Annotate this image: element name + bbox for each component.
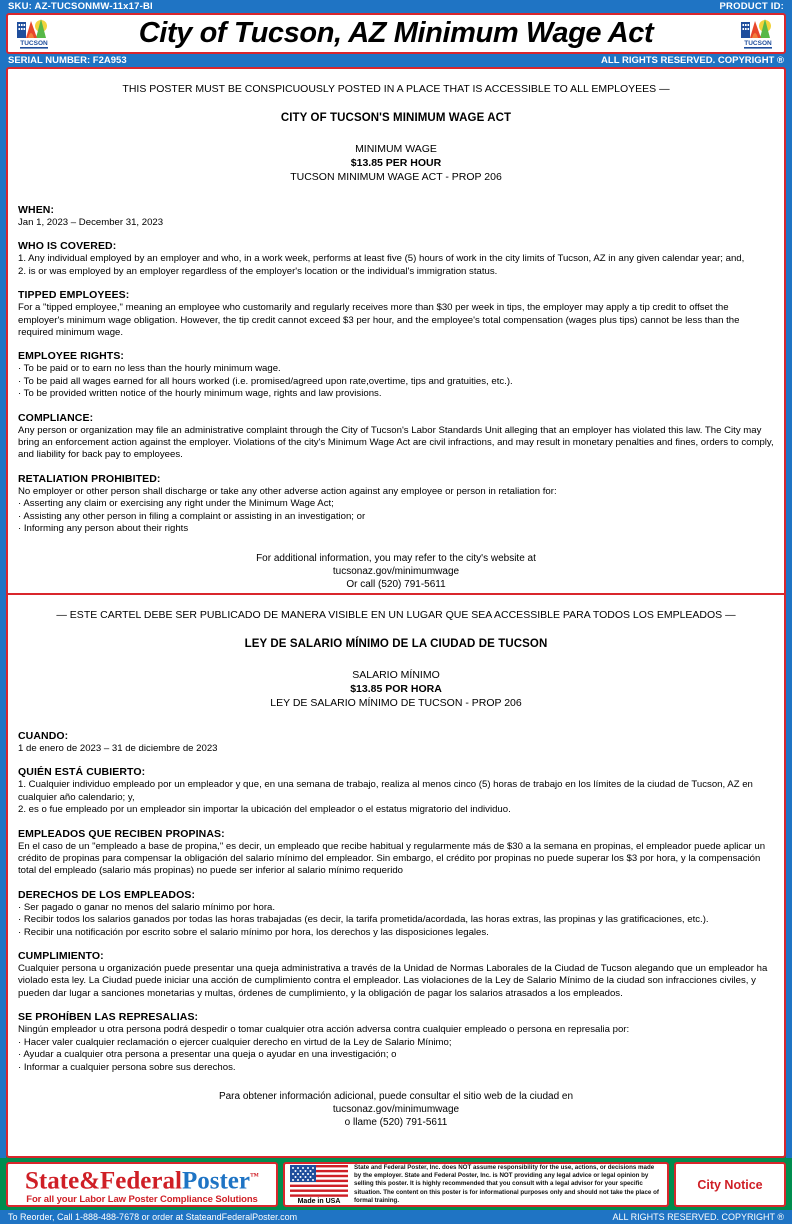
section-paragraph: Ningún empleador u otra persona podrá despedir o tomar cualquier otra acción adversa contra cualquier empleado o persona en represalia por: xyxy=(18,1024,630,1036)
section-paragraph: · Ayudar a cualquier otra persona a presentar una queja o ayudar en una investigación; o xyxy=(18,1049,397,1061)
made-in-usa-label: Made in USA xyxy=(297,1197,341,1205)
section-paragraph: 1. Cualquier individuo empleado por un empleador y que, en una semana de trabajo, realiza al menos cinco (5) horas de trabajo en los límites de la ciudad de Tucson, AZ en cualquier año calendario; y, xyxy=(18,779,753,803)
section-paragraph: En el caso de un "empleado a base de propina," es decir, un empleado que recibe habitual y regularmente más de $30 a la semana en propinas, el empleador puede aplicar un crédito de propinas para compensar la obligación del salario mínimo del empleador. Sin embargo, el crédito por propinas no puede superar los $3 por hora, y la compensación total del empleado (salario más propinas) no puede ser inferior al salario mínimo requerido xyxy=(18,840,766,877)
section-heading: CUMPLIMIENTO: xyxy=(18,950,104,963)
svg-text:TUCSON: TUCSON xyxy=(20,39,48,47)
copyright-label-bottom: ALL RIGHTS RESERVED. COPYRIGHT ® xyxy=(612,1212,784,1222)
tucson-city-logo-icon-right xyxy=(738,16,778,52)
english-act-title: CITY OF TUCSON'S MINIMUM WAGE ACT xyxy=(280,112,512,124)
brand-wordmark xyxy=(25,1164,259,1193)
spanish-act-title: LEY DE SALARIO MÍNIMO DE LA CIUDAD DE TUCSON xyxy=(244,638,548,650)
poster-section xyxy=(18,1011,774,1074)
legal-disclaimer-text: State and Federal Poster, Inc. does NOT assume responsibility for the use, actions, or decisions made by the employer. State and Federal Poster, Inc. is NOT providing any legal advice or legal opinion by selling this poster. It is highly recommended that you consult with a legal advisor for your specific situation. The content on this poster is for informational purposes only and should not take the place of formal training. xyxy=(354,1164,659,1204)
section-paragraph: · Assisting any other person in filing a complaint or assisting in an investigation; or xyxy=(18,510,366,522)
english-contact-website: tucsonaz.gov/minimumwage xyxy=(332,565,460,577)
city-notice-badge xyxy=(674,1162,786,1207)
section-paragraph: 2. is or was employed by an employer regardless of the employer's location or the individual's immigration status. xyxy=(18,265,498,277)
english-frame xyxy=(6,67,786,595)
poster-section xyxy=(18,240,774,278)
tucson-city-logo-icon-left xyxy=(14,16,54,52)
section-heading: CUANDO: xyxy=(18,730,69,742)
section-paragraph: Any person or organization may file an administrative complaint through the City of Tucson's Labor Standards Unit alleging that an employer has violated this law. The City may bring an enforcement action against the employer. Violations of the city's Minimum Wage Act are civil infractions, and may result in monetary penalties and fines, orders to comply, and liability for back pay to employees. xyxy=(18,424,774,461)
svg-text:TUCSON: TUCSON xyxy=(744,39,772,47)
reorder-text: To Reorder, Call 1-888-488-7678 or order at StateandFederalPoster.com xyxy=(8,1212,298,1222)
disclaimer-box xyxy=(283,1162,669,1207)
poster-section xyxy=(18,289,774,339)
spanish-posting-notice: — ESTE CARTEL DEBE SER PUBLICADO DE MANERA VISIBLE EN UN LUGAR QUE SEA ACCESSIBLE PARA TODOS LOS EMPLEADOS — xyxy=(56,609,736,621)
spanish-wage-act: LEY DE SALARIO MÍNIMO DE TUCSON - PROP 206 xyxy=(270,697,522,709)
section-paragraph: · Ser pagado o ganar no menos del salario mínimo por hora. xyxy=(18,901,276,913)
section-heading: EMPLEADOS QUE RECIBEN PROPINAS: xyxy=(18,827,225,840)
english-wage-block xyxy=(18,142,774,184)
spanish-frame xyxy=(6,595,786,1158)
section-heading: COMPLIANCE: xyxy=(18,411,94,424)
brand-amp-text: & xyxy=(79,1167,101,1195)
brand-state-text: State xyxy=(25,1167,80,1195)
spanish-wage-amount: $13.85 POR HORA xyxy=(350,683,442,695)
poster-section xyxy=(18,204,774,229)
section-paragraph: 2. es o fue empleado por un empleador sin importar la ubicación del empleador o el estatus migratorio del individuo. xyxy=(18,804,511,816)
state-federal-poster-brand xyxy=(6,1162,278,1207)
section-paragraph: · Asserting any claim or exercising any right under the Minimum Wage Act; xyxy=(18,498,334,510)
spanish-panel xyxy=(6,595,786,1158)
serial-number-label: SERIAL NUMBER: F2A953 xyxy=(8,55,127,66)
poster-section xyxy=(18,950,774,1000)
english-wage-amount: $13.85 PER HOUR xyxy=(350,157,442,169)
section-paragraph: Cualquier persona u organización puede presentar una queja administrativa a través de la Unidad de Normas Laborales de la Ciudad de Tucson alegando que un empleador ha violado esta ley. La Ciudad puede iniciar una acción de cumplimiento contra el empleador. Las violaciones de la Ley de Salario Mínimo de la ciudad son infracciones civiles, y pueden dar lugar a sanciones monetarias y multas, órdenes de cumplimiento, y la obligación de pagar los salarios atrasados a los empleados. xyxy=(18,963,768,999)
title-band xyxy=(6,13,786,54)
english-panel xyxy=(6,67,786,595)
section-heading: QUIÉN ESTÁ CUBIERTO: xyxy=(18,766,146,779)
poster-footer xyxy=(0,1158,792,1210)
section-paragraph: For a "tipped employee," meaning an employee who customarily and regularly receives more than $30 per week in tips, the employer may apply a tip credit to offset the employer's minimum wage obligation. However, the tip credit cannot exceed $3 per hour, and the employee's total compensation (wages plus tips) cannot be less than the required minimum wage. xyxy=(18,302,740,339)
spanish-wage-block xyxy=(18,668,774,710)
serial-number-bar xyxy=(0,54,792,67)
poster-section xyxy=(18,412,774,462)
made-in-usa-block xyxy=(289,1165,349,1205)
poster-body xyxy=(0,67,792,1158)
english-posting-notice: THIS POSTER MUST BE CONSPICUOUSLY POSTED IN A PLACE THAT IS ACCESSIBLE TO ALL EMPLOYEES — xyxy=(122,83,670,95)
page-title: City of Tucson, AZ Minimum Wage Act xyxy=(138,17,654,49)
product-id-label: PRODUCT ID: xyxy=(719,1,784,12)
english-contact-phone: Or call (520) 791-5611 xyxy=(346,578,446,590)
english-sections xyxy=(18,204,774,536)
usa-flag-icon xyxy=(290,1165,348,1197)
copyright-label-top: ALL RIGHTS RESERVED. COPYRIGHT ® xyxy=(601,55,784,66)
spanish-wage-label: SALARIO MÍNIMO xyxy=(352,669,440,681)
section-heading: SE PROHÍBEN LAS REPRESALIAS: xyxy=(18,1011,199,1024)
section-paragraph: · Hacer valer cualquier reclamación o ejercer cualquier derecho en virtud de la Ley de Salario Mínimo; xyxy=(18,1036,452,1048)
section-paragraph: · Recibir todos los salarios ganados por todas las horas trabajadas (es decir, la tarifa prometida/acordada, las horas extras, las propinas y las gratificaciones, etc.). xyxy=(18,914,709,926)
english-contact xyxy=(18,552,774,591)
trademark-icon: ™ xyxy=(249,1171,259,1182)
poster-section xyxy=(18,828,774,878)
section-paragraph: · To be paid all wages earned for all hours worked (i.e. promised/agreed upon rate,overtime, tips and gratuities, etc.). xyxy=(18,375,513,387)
brand-poster-text: Poster xyxy=(181,1167,250,1195)
brand-tagline: For all your Labor Law Poster Compliance Solutions xyxy=(26,1193,258,1205)
section-paragraph: · Informing any person about their rights xyxy=(18,523,189,535)
english-wage-label: MINIMUM WAGE xyxy=(355,143,437,155)
section-paragraph: · Informar a cualquier persona sobre sus derechos. xyxy=(18,1061,236,1073)
section-paragraph: 1 de enero de 2023 – 31 de diciembre de 2023 xyxy=(18,743,218,754)
city-notice-label: City Notice xyxy=(697,1177,763,1192)
section-paragraph: · To be provided written notice of the hourly minimum wage, rights and law provisions. xyxy=(18,388,382,400)
spanish-sections xyxy=(18,730,774,1074)
section-heading: EMPLOYEE RIGHTS: xyxy=(18,350,125,363)
section-paragraph: Jan 1, 2023 – December 31, 2023 xyxy=(18,217,164,228)
section-paragraph: · To be paid or to earn no less than the hourly minimum wage. xyxy=(18,363,281,375)
poster-section xyxy=(18,730,774,755)
title-band-wrapper xyxy=(0,13,792,54)
spanish-contact xyxy=(18,1090,774,1129)
poster-section xyxy=(18,766,774,816)
section-heading: TIPPED EMPLOYEES: xyxy=(18,289,130,302)
section-heading: DERECHOS DE LOS EMPLEADOS: xyxy=(18,888,196,901)
sku-bar xyxy=(0,0,792,13)
english-contact-line-1: For additional information, you may refer to the city's website at xyxy=(256,552,536,564)
section-heading: RETALIATION PROHIBITED: xyxy=(18,472,161,485)
spanish-contact-line-1: Para obtener información adicional, puede consultar el sitio web de la ciudad en xyxy=(218,1090,574,1102)
section-paragraph: 1. Any individual employed by an employer and who, in a work week, performs at least five (5) hours of work in the city limits of Tucson, AZ in any given calendar year; and, xyxy=(18,253,745,265)
poster-section xyxy=(18,473,774,536)
english-wage-act: TUCSON MINIMUM WAGE ACT - PROP 206 xyxy=(290,171,502,183)
sku-label: SKU: AZ-TUCSONMW-11x17-BI xyxy=(8,1,153,12)
poster-section xyxy=(18,350,774,400)
brand-federal-text: Federal xyxy=(100,1167,182,1195)
spanish-contact-phone: o llame (520) 791-5611 xyxy=(344,1116,448,1128)
section-paragraph: No employer or other person shall discharge or take any other adverse action against any employee or person in retaliation for: xyxy=(18,485,557,497)
poster-section xyxy=(18,889,774,939)
section-heading: WHO IS COVERED: xyxy=(18,240,117,253)
section-heading: WHEN: xyxy=(18,204,55,216)
section-paragraph: · Recibir una notificación por escrito sobre el salario mínimo por hora, los derechos y las disposiciones legales. xyxy=(18,926,489,938)
reorder-bar xyxy=(0,1210,792,1224)
spanish-contact-website: tucsonaz.gov/minimumwage xyxy=(332,1103,460,1115)
